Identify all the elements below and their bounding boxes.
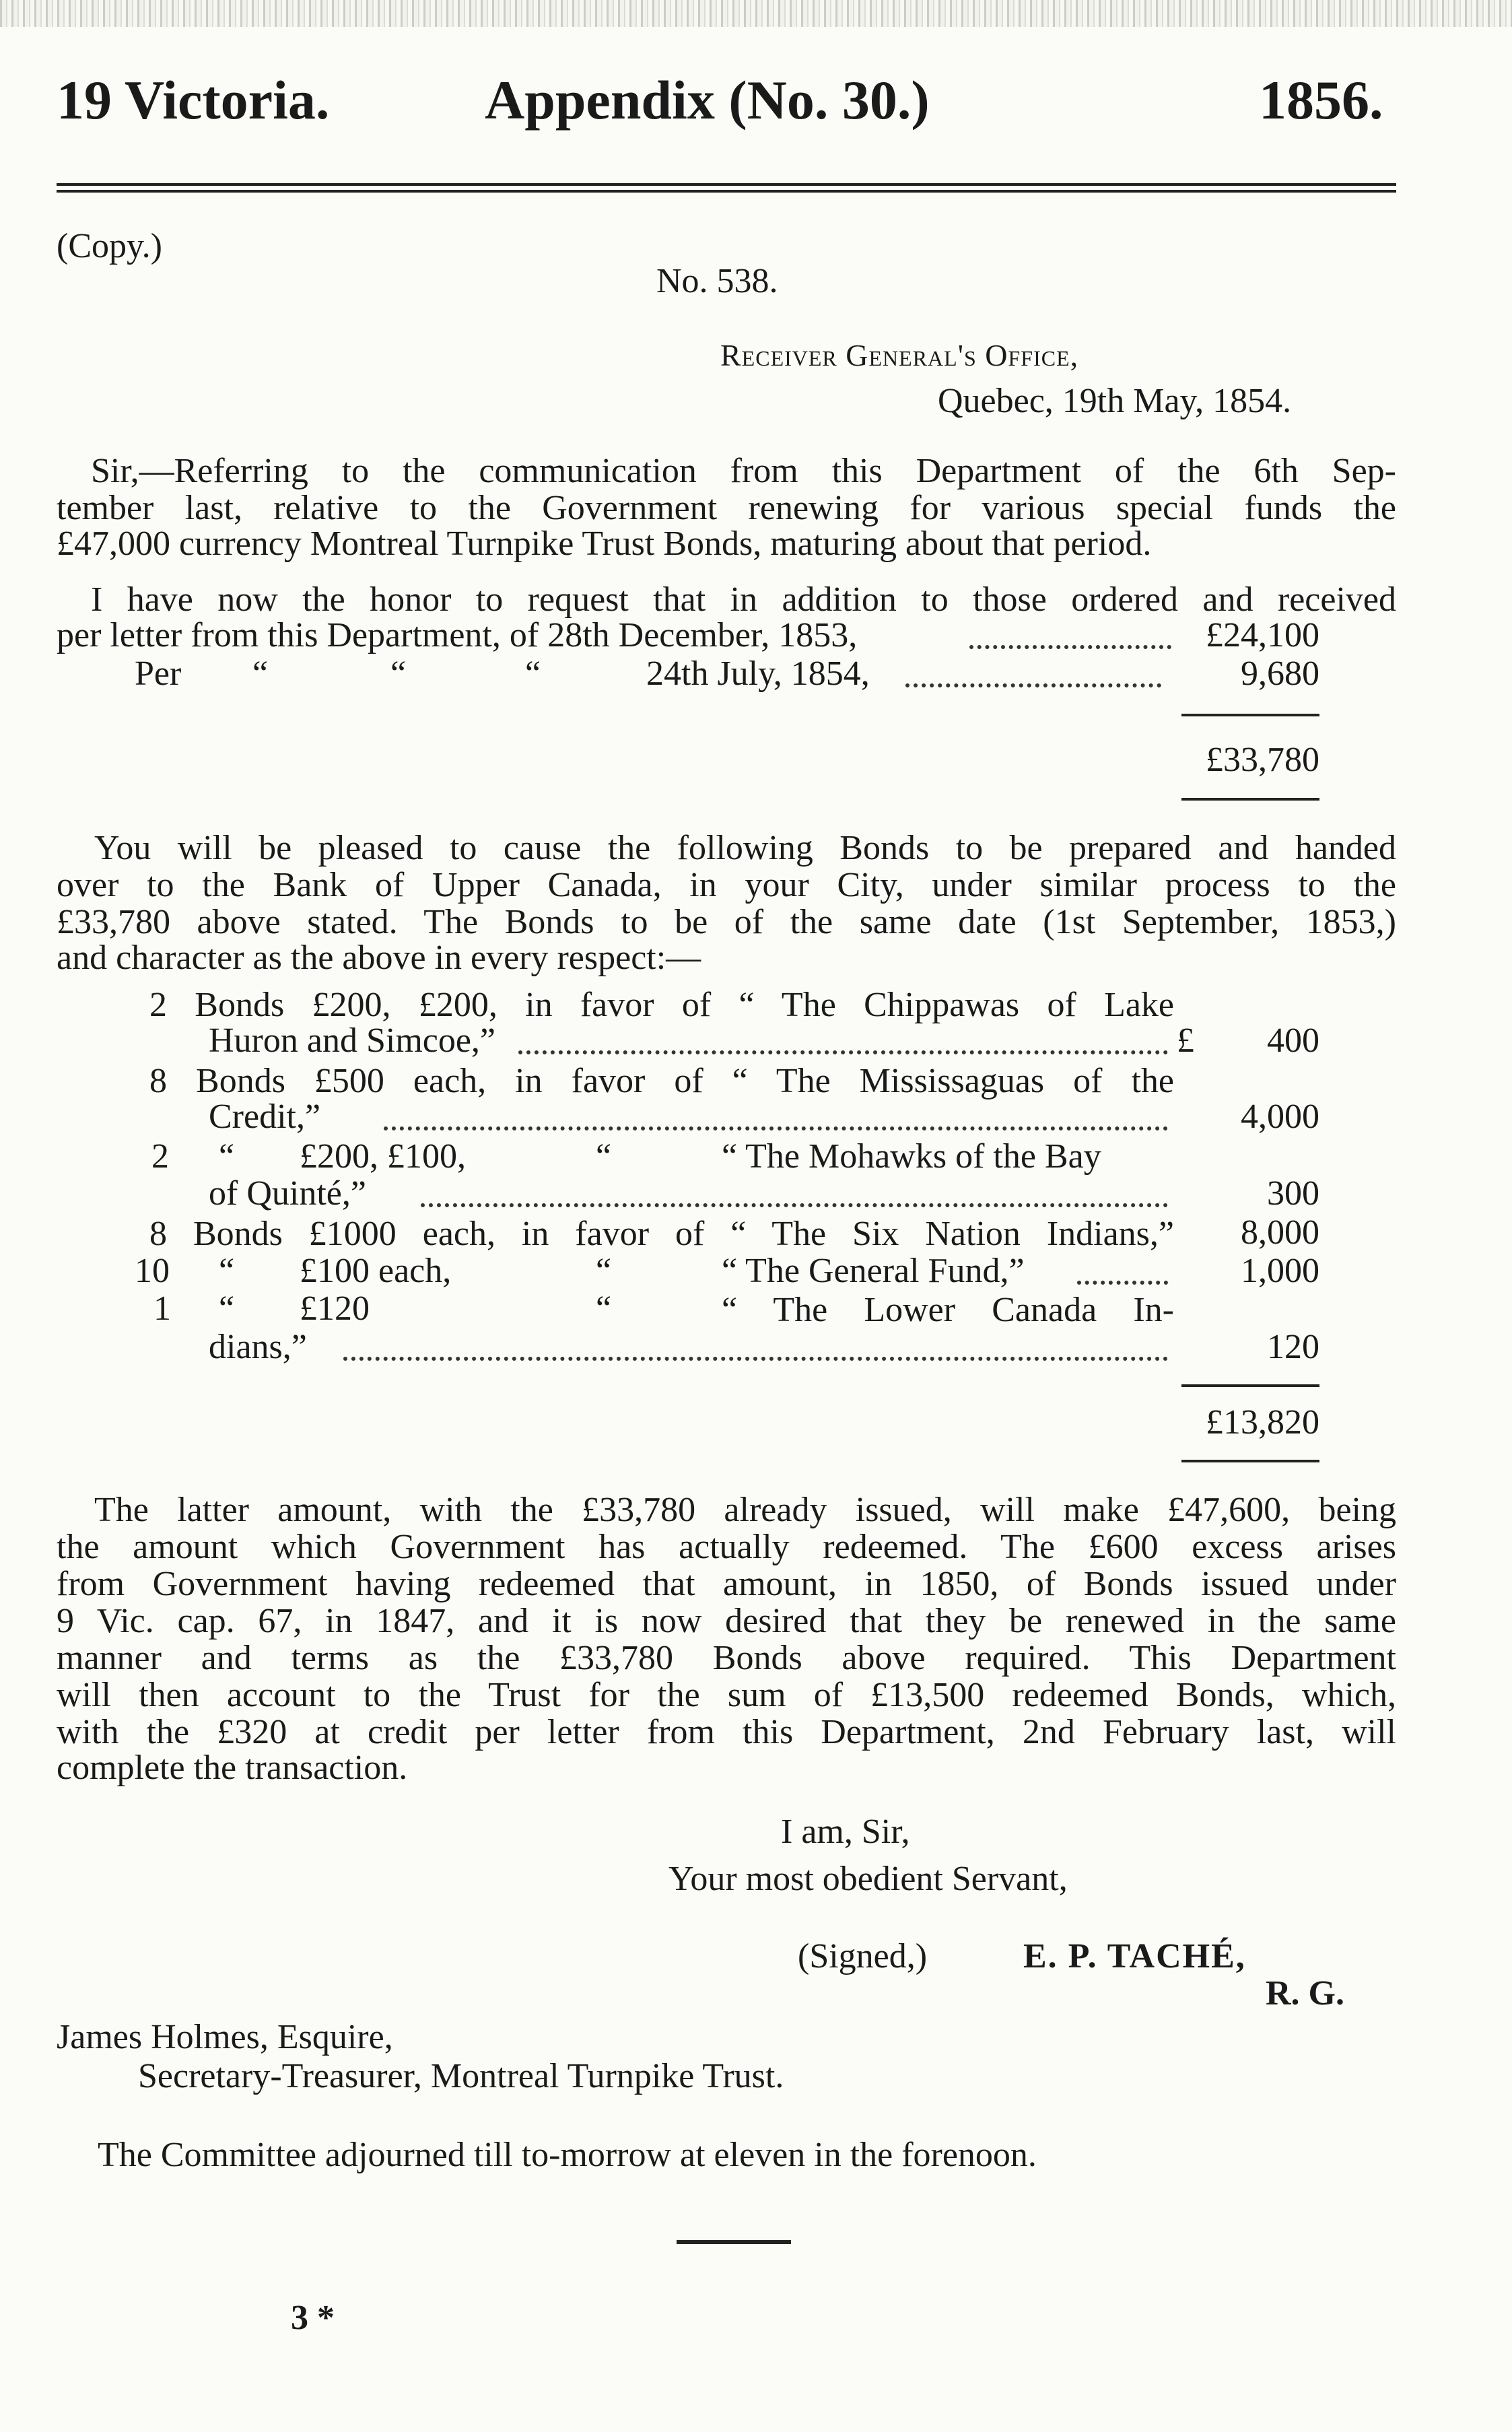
bond-entry-5-sum: £100 each, (300, 1252, 452, 1290)
ditto-mark: “ (596, 1289, 612, 1328)
bond-entry-3-count: 2 (151, 1137, 169, 1176)
para4-line: 9 Vic. cap. 67, in 1847, and it is now desired that they be renewed in the same (57, 1602, 1396, 1640)
bond-amount-6: 120 (1267, 1328, 1319, 1366)
bond-amount-5: 1,000 (1241, 1252, 1319, 1290)
office-heading: Receiver General's Office, (720, 338, 1079, 372)
closing-salutation: I am, Sir, (781, 1813, 910, 1851)
copy-note: (Copy.) (57, 227, 162, 265)
ditto-mark: “ (596, 1252, 612, 1290)
para3-line: You will be pleased to cause the following Bonds to be prepared and handed (94, 830, 1396, 867)
signatory-name: E. P. TACHÉ, (1023, 1937, 1246, 1975)
letter-number: No. 538. (656, 262, 778, 300)
bond-entry-2: 8 Bonds £500 each, in favor of “ The Mississaguas of the (149, 1062, 1174, 1100)
ledger-total: £33,780 (1206, 741, 1319, 779)
para2-line: I have now the honor to request that in addition to those ordered and received (91, 581, 1396, 618)
ditto-mark: “ (525, 654, 541, 693)
ledger-row1-text: per letter from this Department, of 28th December, 1853, (57, 616, 858, 654)
ditto-mark: “ (219, 1137, 235, 1176)
pound-sign: £ (1177, 1021, 1194, 1060)
addressee-name: James Holmes, Esquire, (57, 2018, 393, 2056)
addressee-role: Secretary-Treasurer, Montreal Turnpike Trust. (138, 2057, 784, 2095)
bond-amount-4: 8,000 (1241, 1213, 1319, 1252)
place-date: Quebec, 19th May, 1854. (938, 382, 1292, 420)
closing-rule (677, 2240, 791, 2244)
ledger-row2-date: 24th July, 1854, (646, 654, 870, 693)
para3-line: over to the Bank of Upper Canada, in your City, under similar process to the (57, 867, 1396, 904)
ledger-row2-per: Per (135, 654, 182, 693)
ditto-mark: “ (219, 1252, 235, 1290)
para4-line: from Government having redeemed that amount, in 1850, of Bonds issued under (57, 1565, 1396, 1602)
leader-dots (384, 1126, 1168, 1130)
bond-entry-3-name: “ The Mohawks of the Bay (722, 1137, 1101, 1176)
ditto-mark: “ (219, 1289, 235, 1328)
bonds-total: £13,820 (1206, 1403, 1319, 1442)
leader-dots (969, 645, 1171, 649)
adjournment-note: The Committee adjourned till to-morrow at eleven in the forenoon. (98, 2136, 1037, 2174)
ledger-total-rule (1181, 714, 1319, 716)
ledger-row1-amount: £24,100 (1206, 616, 1319, 654)
signed-note: (Signed,) (798, 1937, 928, 1975)
para1-line: £47,000 currency Montreal Turnpike Trust Bonds, maturing about that period. (57, 525, 1152, 563)
para4-line: The latter amount, with the £33,780 already issued, will make £47,600, being (94, 1491, 1396, 1528)
para1-line: Sir,—Referring to the communication from this Department of the 6th Sep- (91, 452, 1396, 489)
bond-entry-6-sum: £120 (300, 1289, 370, 1328)
ditto-mark: “ (252, 654, 269, 693)
signatory-title: R. G. (1266, 1974, 1344, 2013)
para3-line: £33,780 above stated. The Bonds to be of the same date (1st September, 1853,) (57, 904, 1396, 941)
para4-line: with the £320 at credit per letter from this Department, 2nd February last, will (57, 1714, 1396, 1751)
leader-dots (421, 1203, 1168, 1207)
bond-entry-3-sum: £200, £100, (300, 1137, 466, 1176)
bond-amount-1: 400 (1267, 1021, 1319, 1060)
para4-line: manner and terms as the £33,780 Bonds above required. This Department (57, 1640, 1396, 1677)
bond-entry-2-cont: Credit,” (209, 1097, 321, 1136)
bond-entry-1: 2 Bonds £200, £200, in favor of “ The Chippawas of Lake (149, 986, 1174, 1023)
header-year: 1856. (1259, 69, 1383, 131)
page-mark: 3 * (291, 2299, 335, 2337)
leader-dots (905, 683, 1161, 687)
bond-entry-5-count: 10 (135, 1252, 170, 1290)
bond-entry-6-cont: dians,” (209, 1328, 307, 1366)
bond-entry-1-cont: Huron and Simcoe,” (209, 1021, 496, 1060)
header-rule-bottom (57, 190, 1396, 193)
para1-line: tember last, relative to the Government renewing for various special funds the (57, 489, 1396, 527)
bond-entry-3-cont: of Quinté,” (209, 1174, 366, 1213)
scan-noise-top (0, 0, 1512, 27)
leader-dots (343, 1357, 1168, 1361)
ditto-mark: “ (390, 654, 407, 693)
leader-dots (518, 1050, 1168, 1054)
closing-servant: Your most obedient Servant, (668, 1860, 1068, 1898)
bonds-total-rule (1181, 1384, 1319, 1387)
para3-line: and character as the above in every respect:— (57, 939, 701, 977)
bond-entry-6-name: “ The Lower Canada In- (722, 1291, 1174, 1328)
bond-entry-4: 8 Bonds £1000 each, in favor of “ The Six Nation Indians,” (149, 1215, 1174, 1252)
ledger-total-underline (1181, 798, 1319, 801)
para4-line: the amount which Government has actually redeemed. The £600 excess arises (57, 1528, 1396, 1565)
header-session: 19 Victoria. (57, 69, 330, 131)
bond-entry-6-count: 1 (153, 1289, 171, 1328)
header-rule-top (57, 183, 1396, 186)
ditto-mark: “ (596, 1137, 612, 1176)
para4-line: complete the transaction. (57, 1749, 408, 1787)
bond-amount-3: 300 (1267, 1174, 1319, 1213)
ledger-row2-amount: 9,680 (1241, 654, 1319, 693)
bond-entry-5-name: “ The General Fund,” (722, 1252, 1025, 1290)
header-appendix: Appendix (No. 30.) (485, 69, 930, 131)
bond-amount-2: 4,000 (1241, 1097, 1319, 1136)
leader-dots (1077, 1281, 1168, 1285)
bonds-total-underline (1181, 1460, 1319, 1462)
para4-line: will then account to the Trust for the sum of £13,500 redeemed Bonds, which, (57, 1677, 1396, 1714)
